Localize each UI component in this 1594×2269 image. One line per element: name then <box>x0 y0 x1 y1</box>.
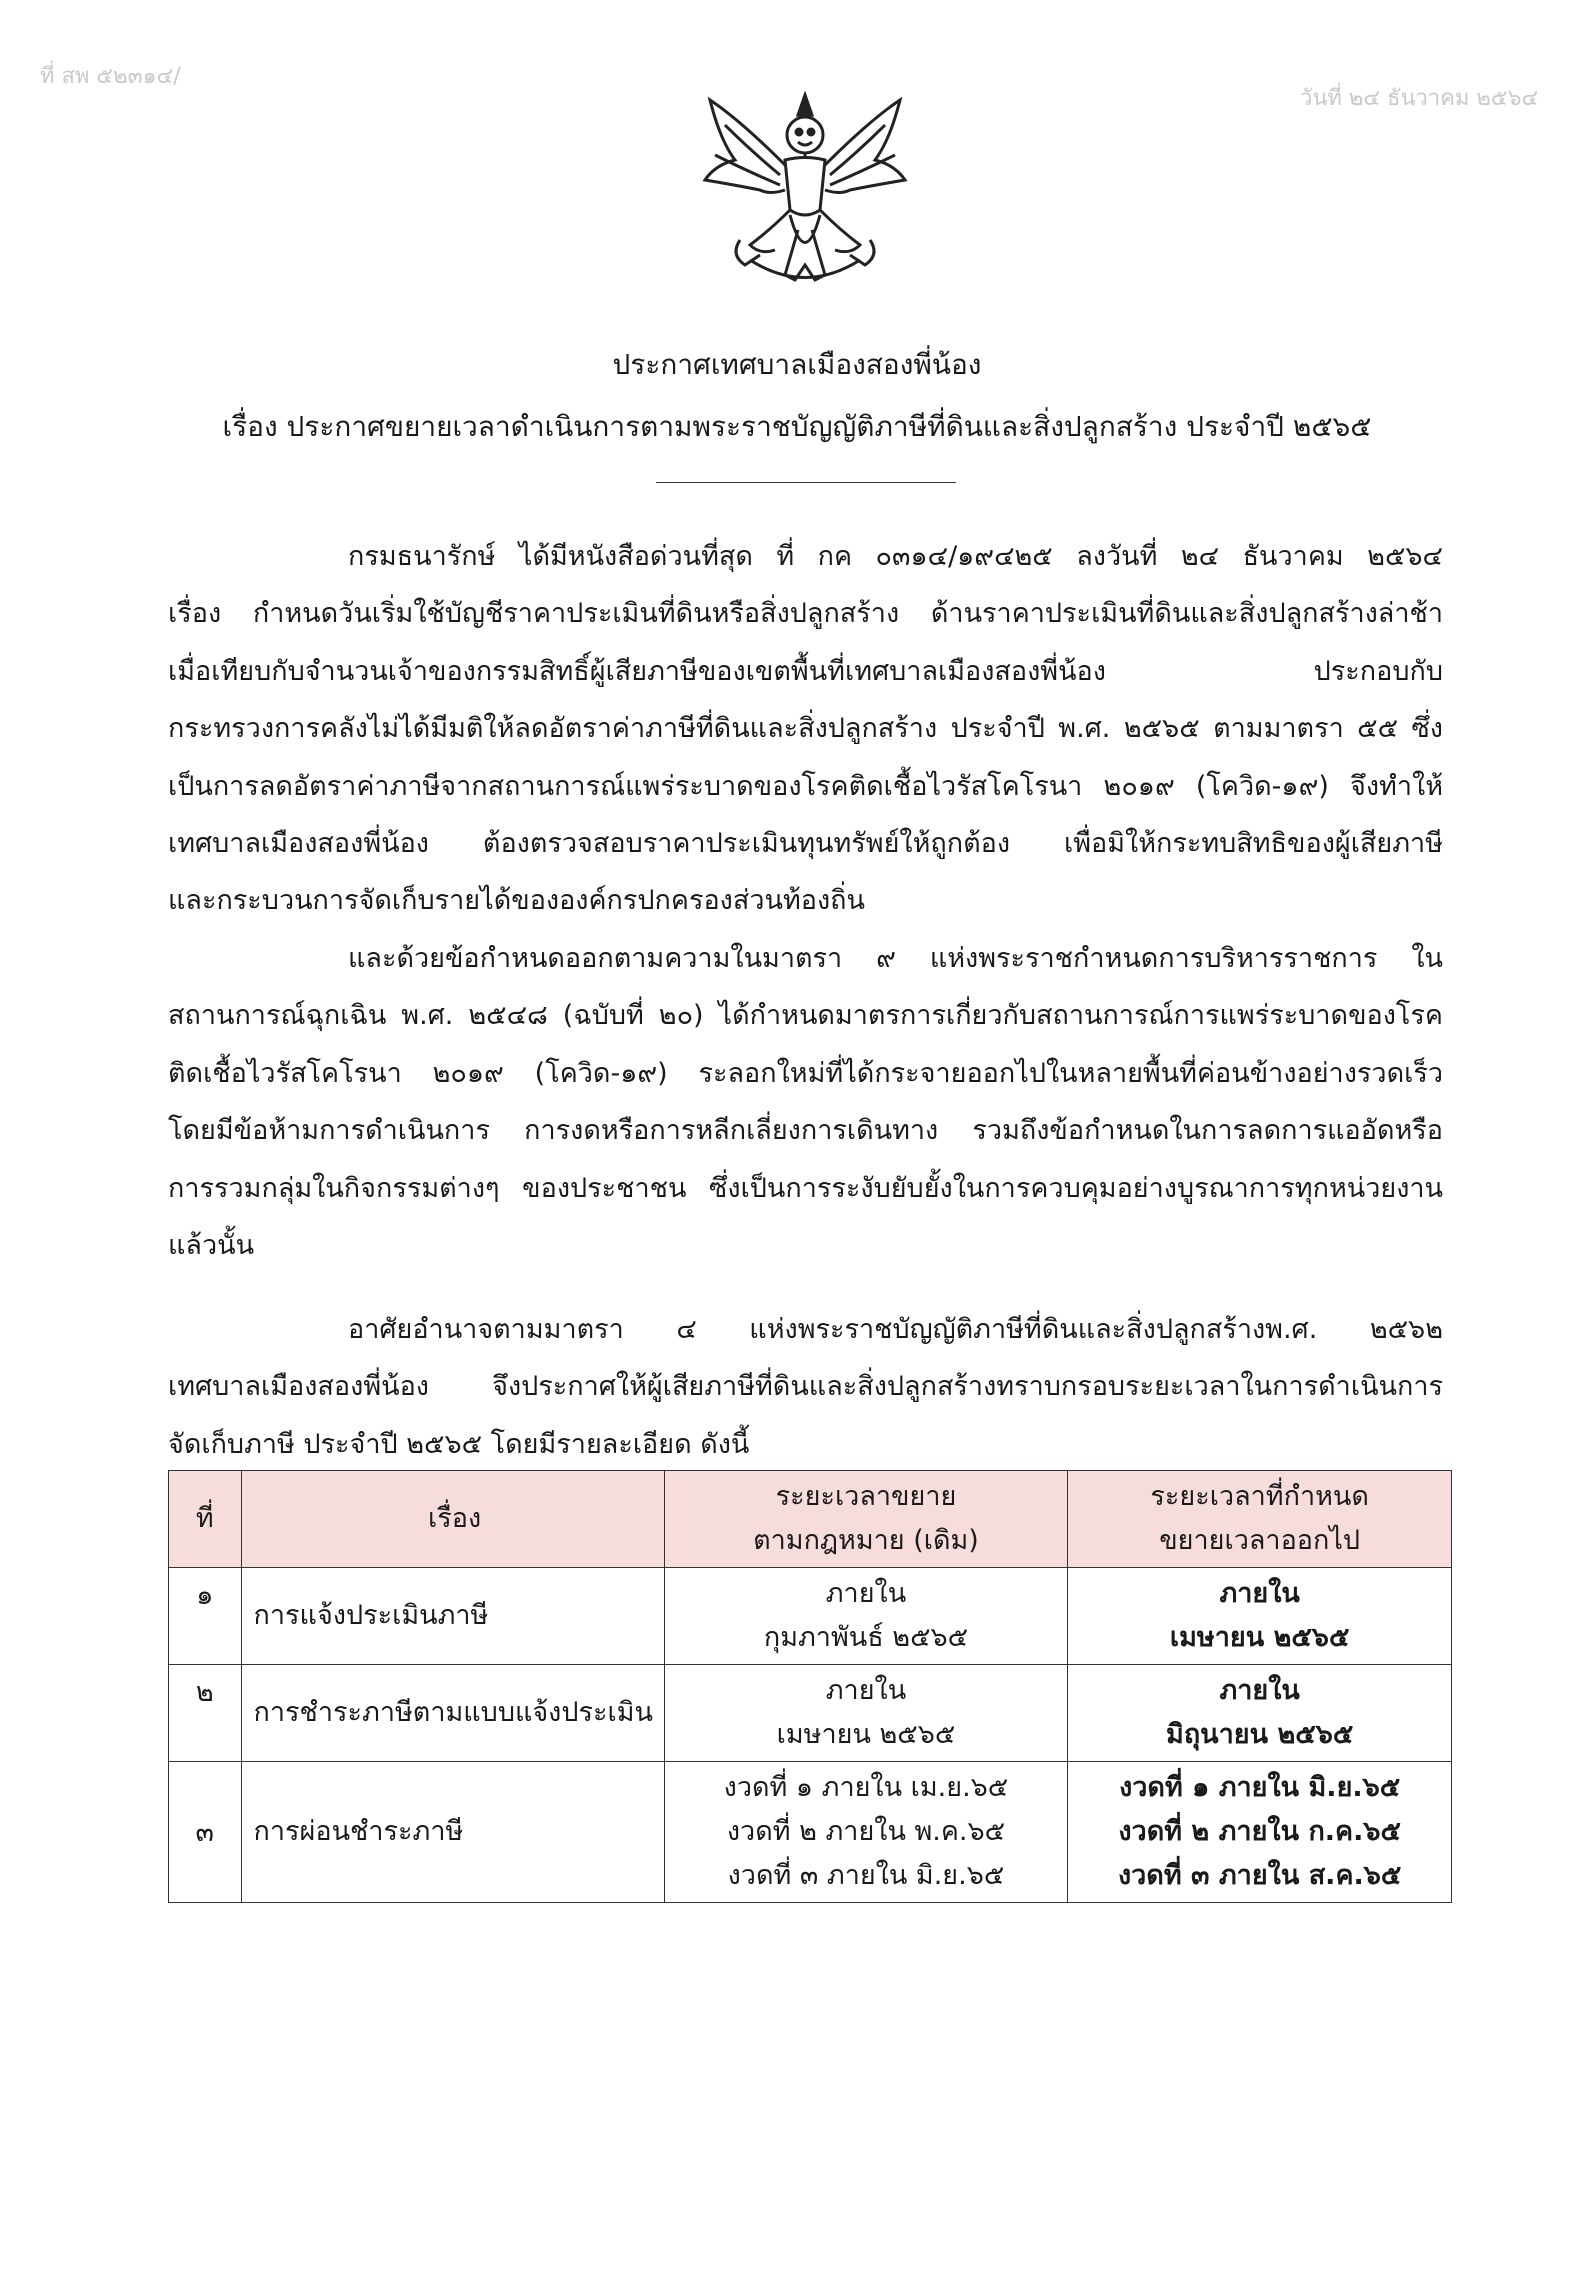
row-original-period <box>664 1762 1068 1903</box>
bleed-text: ที่ สพ ๕๒๓๑๔/ <box>40 64 181 89</box>
period-line: งวดที่ ๓ ภายใน ส.ค.๖๕ <box>1117 1860 1402 1891</box>
paragraph-line: โดยมีข้อห้ามการดำเนินการ การงดหรือการหลีกเลี่ยงการเดินทาง รวมถึงข้อกำหนดในการลดการแออัดหรือ <box>168 1115 1443 1147</box>
table-row <box>169 1665 1452 1762</box>
header-new-period <box>1068 1471 1452 1568</box>
period-line: ภายใน <box>825 1578 907 1609</box>
row-new-period <box>1068 1665 1452 1762</box>
header-line: ตามกฎหมาย (เดิม) <box>753 1525 979 1556</box>
table-row <box>169 1762 1452 1903</box>
row-subject: การผ่อนชำระภาษี <box>241 1762 664 1903</box>
period-line: งวดที่ ๒ ภายใน ก.ค.๖๕ <box>1118 1816 1401 1847</box>
paragraph-line: เป็นการลดอัตราค่าภาษีจากสถานการณ์แพร่ระบาดของโรคติดเชื้อไวรัสโคโรนา ๒๐๑๙ (โควิด-๑๙) จึงทำให้ <box>168 770 1443 802</box>
row-number: ๒ <box>169 1665 242 1762</box>
period-line: งวดที่ ๑ ภายใน มิ.ย.๖๕ <box>1119 1772 1401 1803</box>
paragraph-line: เมื่อเทียบกับจำนวนเจ้าของกรรมสิทธิ์ผู้เสียภาษีของเขตพื้นที่เทศบาลเมืองสองพี่น้อง ประกอบกับ <box>168 655 1443 687</box>
table-header-row <box>169 1471 1452 1568</box>
paragraph-2 <box>168 930 1443 1274</box>
row-number: ๓ <box>169 1762 242 1903</box>
paragraph-3 <box>168 1301 1443 1473</box>
garuda-emblem-icon <box>690 80 920 310</box>
row-number: ๑ <box>169 1568 242 1665</box>
period-line: ภายใน <box>825 1675 907 1706</box>
header-line: ระยะเวลาที่กำหนด <box>1150 1481 1369 1512</box>
paragraph-line: การรวมกลุ่มในกิจกรรมต่างๆ ของประชาชน ซึ่งเป็นการระงับยับยั้งในการควบคุมอย่างบูรณาการทุกหน่วยงาน <box>168 1172 1443 1204</box>
period-line: งวดที่ ๒ ภายใน พ.ค.๖๕ <box>726 1816 1006 1847</box>
schedule-table <box>168 1470 1452 1903</box>
period-line: งวดที่ ๓ ภายใน มิ.ย.๖๕ <box>727 1860 1005 1891</box>
announcement-title: ประกาศเทศบาลเมืองสองพี่น้อง <box>612 348 982 381</box>
header-line: ขยายเวลาออกไป <box>1159 1525 1361 1556</box>
header-subject: เรื่อง <box>241 1471 664 1568</box>
title-divider <box>656 482 956 483</box>
period-line: กุมภาพันธ์ ๒๕๖๕ <box>763 1622 969 1653</box>
period-line: ภายใน <box>1219 1578 1300 1609</box>
bleed-text: วันที่ ๒๔ ธันวาคม ๒๕๖๔ <box>1300 86 1539 111</box>
row-subject: การชำระภาษีตามแบบแจ้งประเมิน <box>241 1665 664 1762</box>
period-line: เมษายน ๒๕๖๕ <box>776 1719 956 1750</box>
paragraph-line: สถานการณ์ฉุกเฉิน พ.ศ. ๒๕๔๘ (ฉบับที่ ๒๐) ได้กำหนดมาตรการเกี่ยวกับสถานการณ์การแพร่ระบาดของโรค <box>168 1000 1443 1032</box>
paragraph-line: อาศัยอำนาจตามมาตรา ๔ แห่งพระราชบัญญัติภาษีที่ดินและสิ่งปลูกสร้างพ.ศ. ๒๕๖๒ <box>348 1314 1443 1345</box>
period-line: ภายใน <box>1219 1675 1300 1706</box>
row-new-period <box>1068 1762 1452 1903</box>
row-original-period <box>664 1568 1068 1665</box>
paragraph-line: กรมธนารักษ์ ได้มีหนังสือด่วนที่สุด ที่ กค ๐๓๑๔/๑๙๔๒๕ ลงวันที่ ๒๔ ธันวาคม ๒๕๖๔ <box>348 541 1443 572</box>
paragraph-line: เรื่อง กำหนดวันเริ่มใช้บัญชีราคาประเมินที่ดินหรือสิ่งปลูกสร้าง ด้านราคาประเมินที่ดินและสิ่งปลูกสร้างล่าช้า <box>168 598 1443 630</box>
paragraph-1 <box>168 528 1443 930</box>
period-line: มิถุนายน ๒๕๖๕ <box>1166 1719 1354 1750</box>
paragraph-line: และด้วยข้อกำหนดออกตามความในมาตรา ๙ แห่งพระราชกำหนดการบริหารราชการ ใน <box>348 943 1443 974</box>
table-row <box>169 1568 1452 1665</box>
header-line: ระยะเวลาขยาย <box>775 1481 957 1512</box>
row-new-period <box>1068 1568 1452 1665</box>
paragraph-line: กระทรวงการคลังไม่ได้มีมติให้ลดอัตราค่าภาษีที่ดินและสิ่งปลูกสร้าง ประจำปี พ.ศ. ๒๕๖๕ ตามมาตรา ๕๕ ซึ่ง <box>168 713 1443 745</box>
paragraph-line: เทศบาลเมืองสองพี่น้อง จึงประกาศให้ผู้เสียภาษีที่ดินและสิ่งปลูกสร้างทราบกรอบระยะเวลาในการดำเนินการ <box>168 1371 1443 1403</box>
announcement-subject: เรื่อง ประกาศขยายเวลาดำเนินการตามพระราชบัญญัติภาษีที่ดินและสิ่งปลูกสร้าง ประจำปี ๒๕๖๕ <box>222 410 1372 443</box>
row-subject: การแจ้งประเมินภาษี <box>241 1568 664 1665</box>
header-original-period <box>664 1471 1068 1568</box>
paragraph-line: แล้วนั้น <box>168 1230 255 1262</box>
paragraph-line: ติดเชื้อไวรัสโคโรนา ๒๐๑๙ (โควิด-๑๙) ระลอกใหม่ที่ได้กระจายออกไปในหลายพื้นที่ค่อนข้างอย่างรวดเร็ว <box>168 1057 1443 1089</box>
paragraph-line: จัดเก็บภาษี ประจำปี ๒๕๖๕ โดยมีรายละเอียด ดังนี้ <box>168 1428 750 1460</box>
paragraph-line: เทศบาลเมืองสองพี่น้อง ต้องตรวจสอบราคาประเมินทุนทรัพย์ให้ถูกต้อง เพื่อมิให้กระทบสิทธิของผู้เสียภาษี <box>168 828 1443 860</box>
paragraph-line: และกระบวนการจัดเก็บรายได้ขององค์กรปกครองส่วนท้องถิ่น <box>168 885 865 917</box>
period-line: เมษายน ๒๕๖๕ <box>1169 1622 1350 1653</box>
period-line: งวดที่ ๑ ภายใน เม.ย.๖๕ <box>723 1772 1009 1803</box>
row-original-period <box>664 1665 1068 1762</box>
header-no: ที่ <box>169 1471 242 1568</box>
